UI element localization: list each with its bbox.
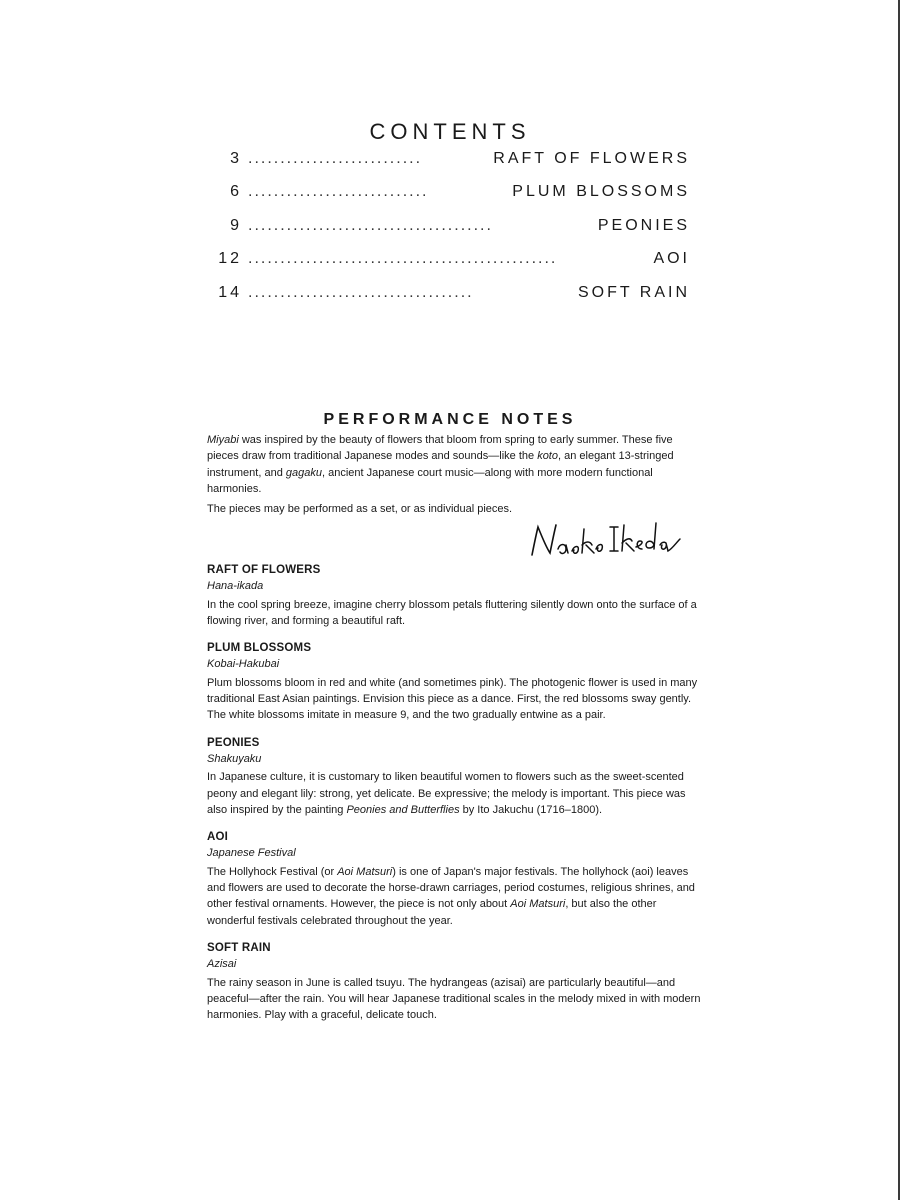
toc-entry[interactable] [206, 217, 690, 250]
toc-leader-dots: ........................... [248, 150, 423, 167]
desc-text: In Japanese culture, it is customary to liken beautiful women to flowers such as the sweet-scented peony and elegant lily: strong, yet delicate. Be expressive; the melody is important. This piece was also inspired by the painting [207, 771, 686, 816]
toc-title: SOFT RAIN [577, 283, 690, 301]
toc-page-number: 6 [230, 183, 242, 201]
desc-festival-name: Aoi Matsuri [337, 865, 393, 878]
desc-text: , but also the other wonderful festivals celebrated throughout the year. [207, 898, 657, 927]
toc-entry[interactable] [206, 284, 690, 317]
desc-painting-title: Peonies and Butterflies [346, 803, 460, 816]
piece-note [207, 640, 701, 723]
piece-subtitle: Japanese Festival [207, 847, 296, 860]
toc-entry[interactable] [206, 250, 690, 283]
toc-leader-dots: ................................................ [248, 250, 558, 268]
toc-title: RAFT OF FLOWERS [493, 150, 690, 167]
performance-notes-heading: PERFORMANCE NOTES [323, 411, 577, 429]
desc-text: by Ito Jakuchu (1716–1800). [459, 803, 603, 816]
toc-page-number: 3 [230, 150, 242, 167]
desc-text: The Hollyhock Festival (or [207, 865, 338, 878]
toc-page-number: 9 [230, 216, 242, 234]
piece-description [207, 769, 701, 818]
toc-page-number: 12 [218, 250, 242, 268]
toc-entry[interactable] [206, 150, 690, 183]
piece-title: PLUM BLOSSOMS [207, 642, 312, 655]
toc-leader-dots: ................................... [248, 283, 474, 301]
intro-koto: koto [537, 450, 558, 463]
piece-note [207, 829, 701, 929]
toc-leader-dots: ...................................... [248, 216, 493, 234]
piece-title: PEONIES [207, 736, 260, 749]
toc-title: PEONIES [597, 216, 690, 234]
signature [526, 515, 686, 565]
piece-title: SOFT RAIN [207, 941, 271, 954]
contents-heading: CONTENTS [369, 118, 531, 144]
table-of-contents [206, 150, 690, 317]
intro-text-3: , ancient Japanese court music—along with more modern functional harmonies. [207, 466, 653, 495]
intro-miyabi: Miyabi [207, 434, 239, 446]
piece-notes-list [207, 562, 701, 1034]
piece-title: RAFT OF FLOWERS [207, 564, 321, 576]
toc-title: PLUM BLOSSOMS [512, 183, 690, 201]
intro-text-1: was inspired by the beauty of flowers that bloom from spring to early summer. These five pieces draw from traditional Japanese modes and sounds—like the [207, 434, 673, 463]
intro-text-2: , an elegant 13-stringed instrument, and [207, 450, 674, 479]
piece-subtitle: Hana-ikada [207, 580, 264, 593]
piece-note [207, 940, 701, 1023]
piece-description: The rainy season in June is called tsuyu. The hydrangeas (azisai) are particularly beautiful—and peaceful—after the rain. You will hear Japanese traditional scales in the melody mixed in with modern harmonies. Play with a graceful, delicate touch. [207, 976, 701, 1022]
toc-entry[interactable] [206, 183, 690, 216]
piece-note [207, 735, 701, 818]
piece-title: AOI [207, 831, 229, 844]
piece-note [207, 562, 701, 629]
piece-description [207, 864, 701, 929]
desc-festival-name: Aoi Matsuri [510, 898, 566, 911]
intro-gagaku: gagaku [285, 466, 322, 479]
piece-description: Plum blossoms bloom in red and white (and sometimes pink). The photogenic flower is used in many traditional East Asian paintings. Envision this piece as a dance. First, the red blossoms sway gently. The white blossoms imitate in measure 9, and the two gradually entwine as a pair. [207, 676, 698, 722]
intro-paragraph-2: The pieces may be performed as a set, or as individual pieces. [207, 503, 513, 516]
toc-title: AOI [653, 250, 690, 268]
toc-page-number: 14 [218, 283, 242, 301]
performance-notes-intro [207, 432, 697, 521]
intro-paragraph [207, 432, 697, 497]
piece-subtitle: Kobai-Hakubai [207, 658, 280, 671]
piece-description: In the cool spring breeze, imagine cherry blossom petals fluttering silently down onto the surface of a flowing river, and forming a beautiful raft. [207, 598, 697, 627]
toc-leader-dots: ............................ [248, 183, 429, 201]
desc-text: ) is one of Japan's major festivals. The hollyhock (aoi) leaves and flowers are used to decorate the horse-drawn carriages, period costumes, religious shrines, and other festival ornaments. However, the piece is not only about [207, 865, 695, 911]
piece-subtitle: Shakuyaku [207, 752, 262, 765]
piece-subtitle: Azisai [207, 958, 237, 971]
